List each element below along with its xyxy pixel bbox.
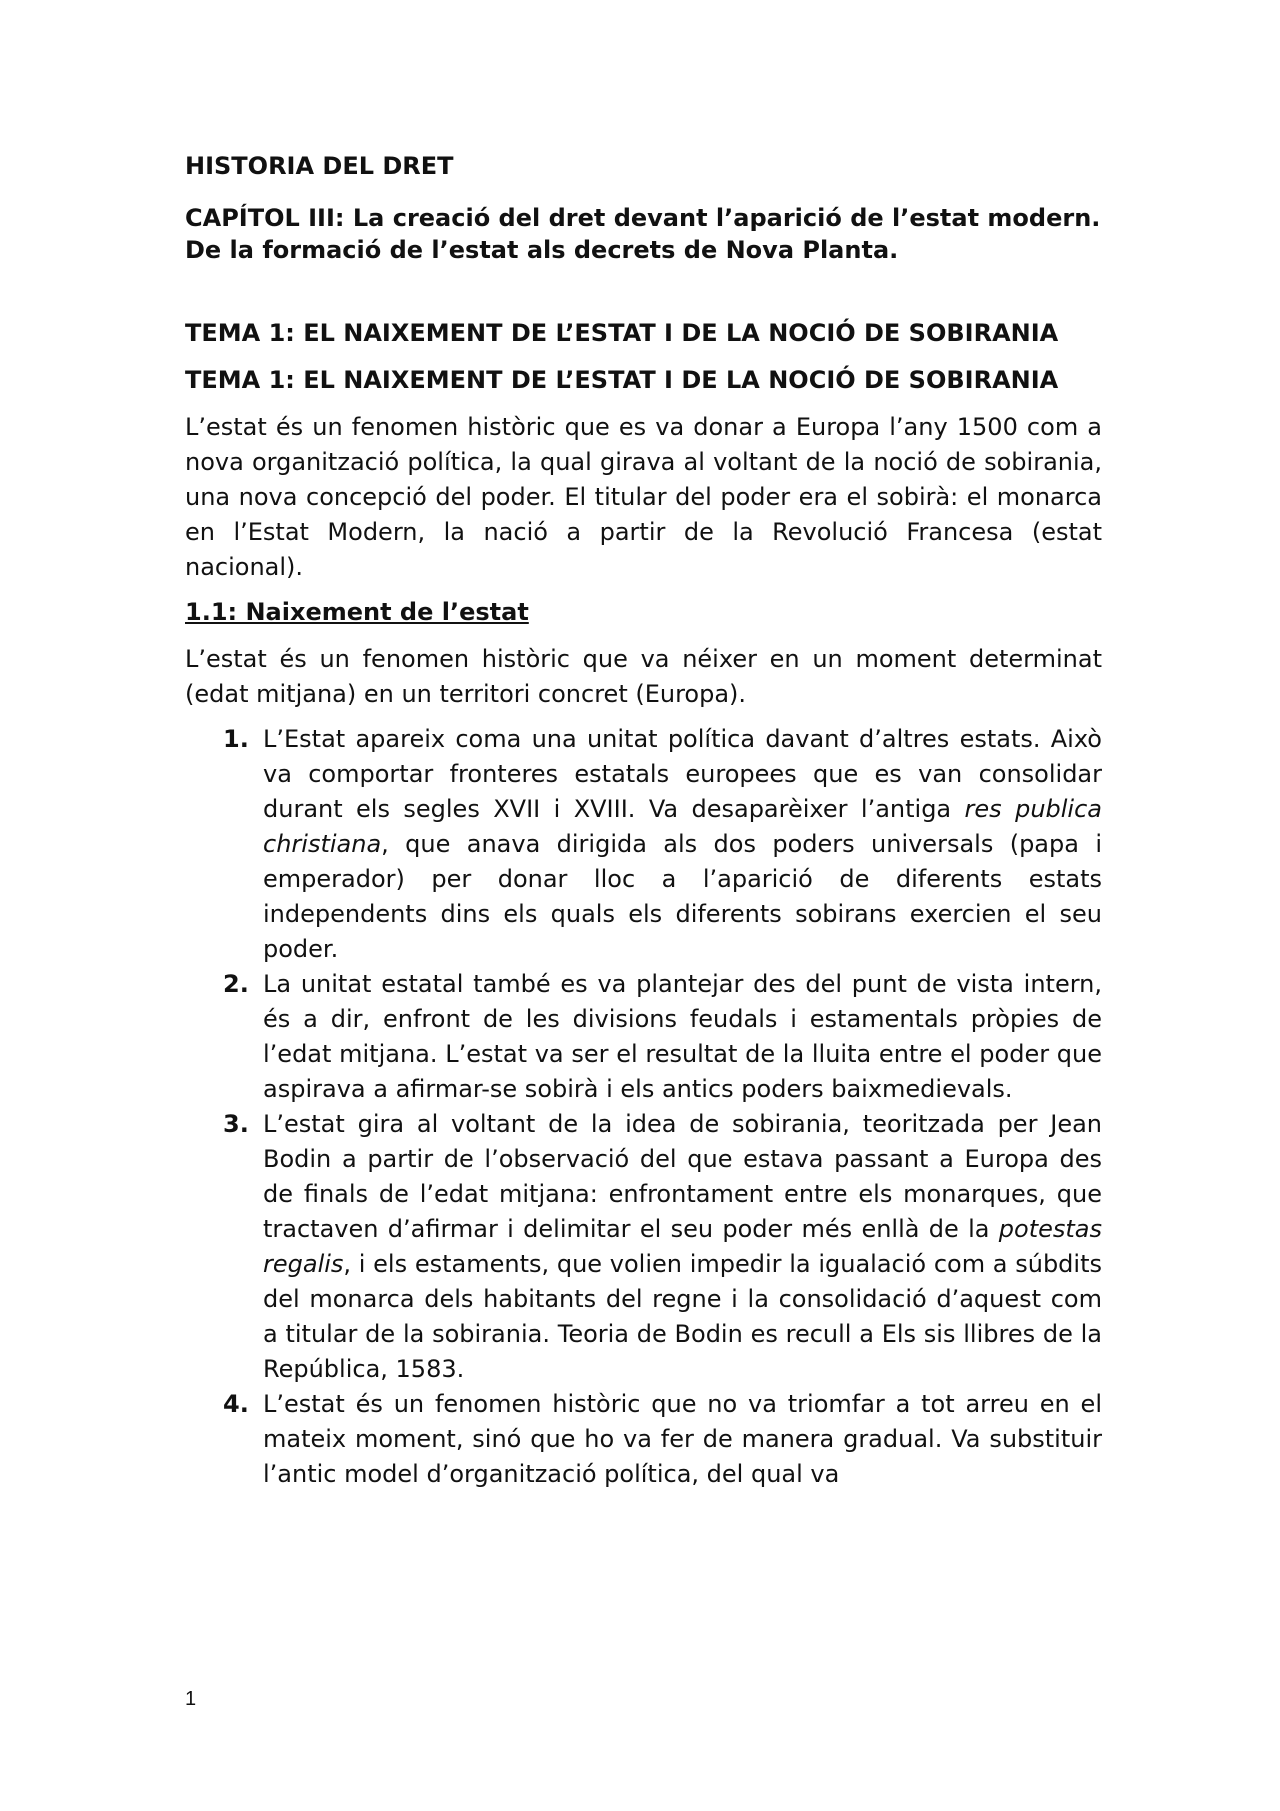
list-number: 2. (223, 970, 249, 998)
list-text: L’estat gira al voltant de la idea de sobirania, teoritzada per Jean Bodin a partir de l’observació del que estava passant a Europa des de finals de l’edat mitjana: enfrontament entre els monarques, que tractaven d’afirmar i delimitar el seu poder més enllà de la (263, 1110, 1102, 1243)
list-text: L’Estat apareix coma una unitat política davant d’altres estats. Això va comportar fronteres estatals europees que es van consolidar durant els segles XVII i XVIII. Va desaparèixer l’antiga (263, 725, 1102, 823)
chapter-heading: CAPÍTOL III: La creació del dret devant l’aparició de l’estat modern. De la formació de l’estat als decrets de Nova Planta. (185, 204, 1101, 264)
section-1-1-paragraph: L’estat és un fenomen històric que va néixer en un moment determinat (edat mitjana) en un territori concret (Europa). (185, 645, 1102, 708)
list-text: La unitat estatal també es va plantejar des del punt de vista intern, és a dir, enfront de les divisions feudals i estamentals pròpies de l’edat mitjana. L’estat va ser el resultat de la lluita entre el poder que aspirava a afirmar-se sobirà i els antics poders baixmedievals. (263, 970, 1102, 1103)
list-text: L’estat és un fenomen històric que no va triomfar a tot arreu en el mateix moment, sinó que ho va fer de manera gradual. Va substituir l’antic model d’organització política, del qual va (263, 1390, 1102, 1488)
document-title: HISTORIA DEL DRET (185, 152, 454, 180)
list-text-italic: potestas regalis (263, 1215, 1102, 1278)
list-text-italic: res publica christiana (263, 795, 1103, 858)
tema-heading-repeat: TEMA 1: EL NAIXEMENT DE L’ESTAT I DE LA NOCIÓ DE SOBIRANIA (185, 366, 1059, 394)
section-heading-1-1: 1.1: Naixement de l’estat (185, 598, 529, 626)
list-number: 4. (223, 1390, 249, 1418)
list-text: , i els estaments, que volien impedir la igualació com a súbdits del monarca dels habitants del regne i la consolidació d’aquest com a titular de la sobirania. Teoria de Bodin es recull a Els sis llibres de la República, 1583. (263, 1250, 1102, 1383)
document-page (185, 150, 1102, 1492)
list-item (185, 722, 1102, 967)
page-number: 1 (185, 1688, 197, 1710)
list-text: , que anava dirigida als dos poders universals (papa i emperador) per donar lloc a l’aparició de diferents estats independents dins els quals els diferents sobirans exercien el seu poder. (263, 830, 1102, 963)
list-item (185, 1387, 1102, 1492)
intro-paragraph: L’estat és un fenomen històric que es va donar a Europa l’any 1500 com a nova organització política, la qual girava al voltant de la noció de sobirania, una nova concepció del poder. El titular del poder era el sobirà: el monarca en l’Estat Modern, la nació a partir de la Revolució Francesa (estat nacional). (185, 413, 1102, 581)
list-item (185, 1107, 1102, 1387)
tema-heading: TEMA 1: EL NAIXEMENT DE L’ESTAT I DE LA NOCIÓ DE SOBIRANIA (185, 319, 1059, 347)
list-number: 1. (223, 725, 249, 753)
list-number: 3. (223, 1110, 249, 1138)
numbered-list (185, 722, 1102, 1492)
list-item (185, 967, 1102, 1107)
